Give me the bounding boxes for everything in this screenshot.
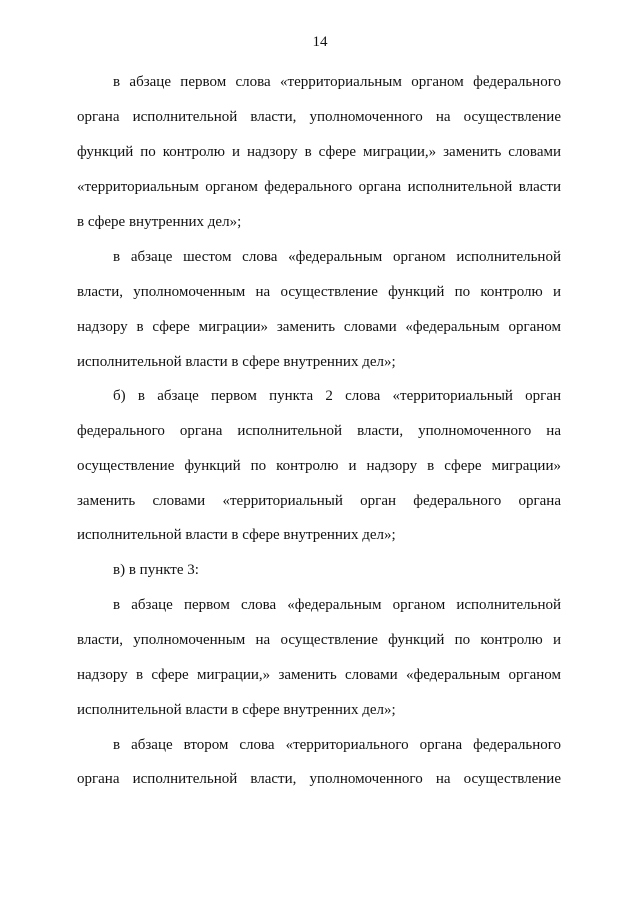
- text-line: в абзаце втором слова «территориального органа федерального: [113, 737, 561, 753]
- page-number: 14: [312, 34, 328, 50]
- text-line: осуществление функций по контролю и надзору в сфере миграции»: [77, 458, 561, 474]
- text-line: функций по контролю и надзору в сфере миграции,» заменить словами: [77, 144, 561, 160]
- text-line: в абзаце первом слова «федеральным органом исполнительной: [113, 597, 561, 613]
- text-line: исполнительной власти в сфере внутренних дел»;: [77, 527, 396, 543]
- text-line: власти, уполномоченным на осуществление функций по контролю и: [77, 284, 561, 300]
- text-line: «территориальным органом федерального органа исполнительной власти: [77, 179, 561, 195]
- text-line: органа исполнительной власти, уполномоченного на осуществление: [77, 771, 561, 787]
- text-line: в сфере внутренних дел»;: [77, 214, 242, 230]
- text-line: федерального органа исполнительной власти, уполномоченного на: [77, 423, 561, 439]
- text-line: исполнительной власти в сфере внутренних дел»;: [77, 702, 396, 718]
- text-line: исполнительной власти в сфере внутренних дел»;: [77, 354, 396, 370]
- text-line: власти, уполномоченным на осуществление функций по контролю и: [77, 632, 561, 648]
- text-line: б) в абзаце первом пункта 2 слова «территориальный орган: [113, 388, 561, 404]
- text-line: надзору в сфере миграции,» заменить словами «федеральным органом: [77, 667, 561, 683]
- text-line: надзору в сфере миграции» заменить словами «федеральным органом: [77, 319, 561, 335]
- text-line: органа исполнительной власти, уполномоченного на осуществление: [77, 109, 561, 125]
- text-line: заменить словами «территориальный орган федерального органа: [77, 493, 561, 509]
- text-line: в) в пункте 3:: [113, 562, 199, 578]
- text-line: в абзаце шестом слова «федеральным органом исполнительной: [113, 249, 561, 265]
- text-line: в абзаце первом слова «территориальным органом федерального: [113, 74, 561, 90]
